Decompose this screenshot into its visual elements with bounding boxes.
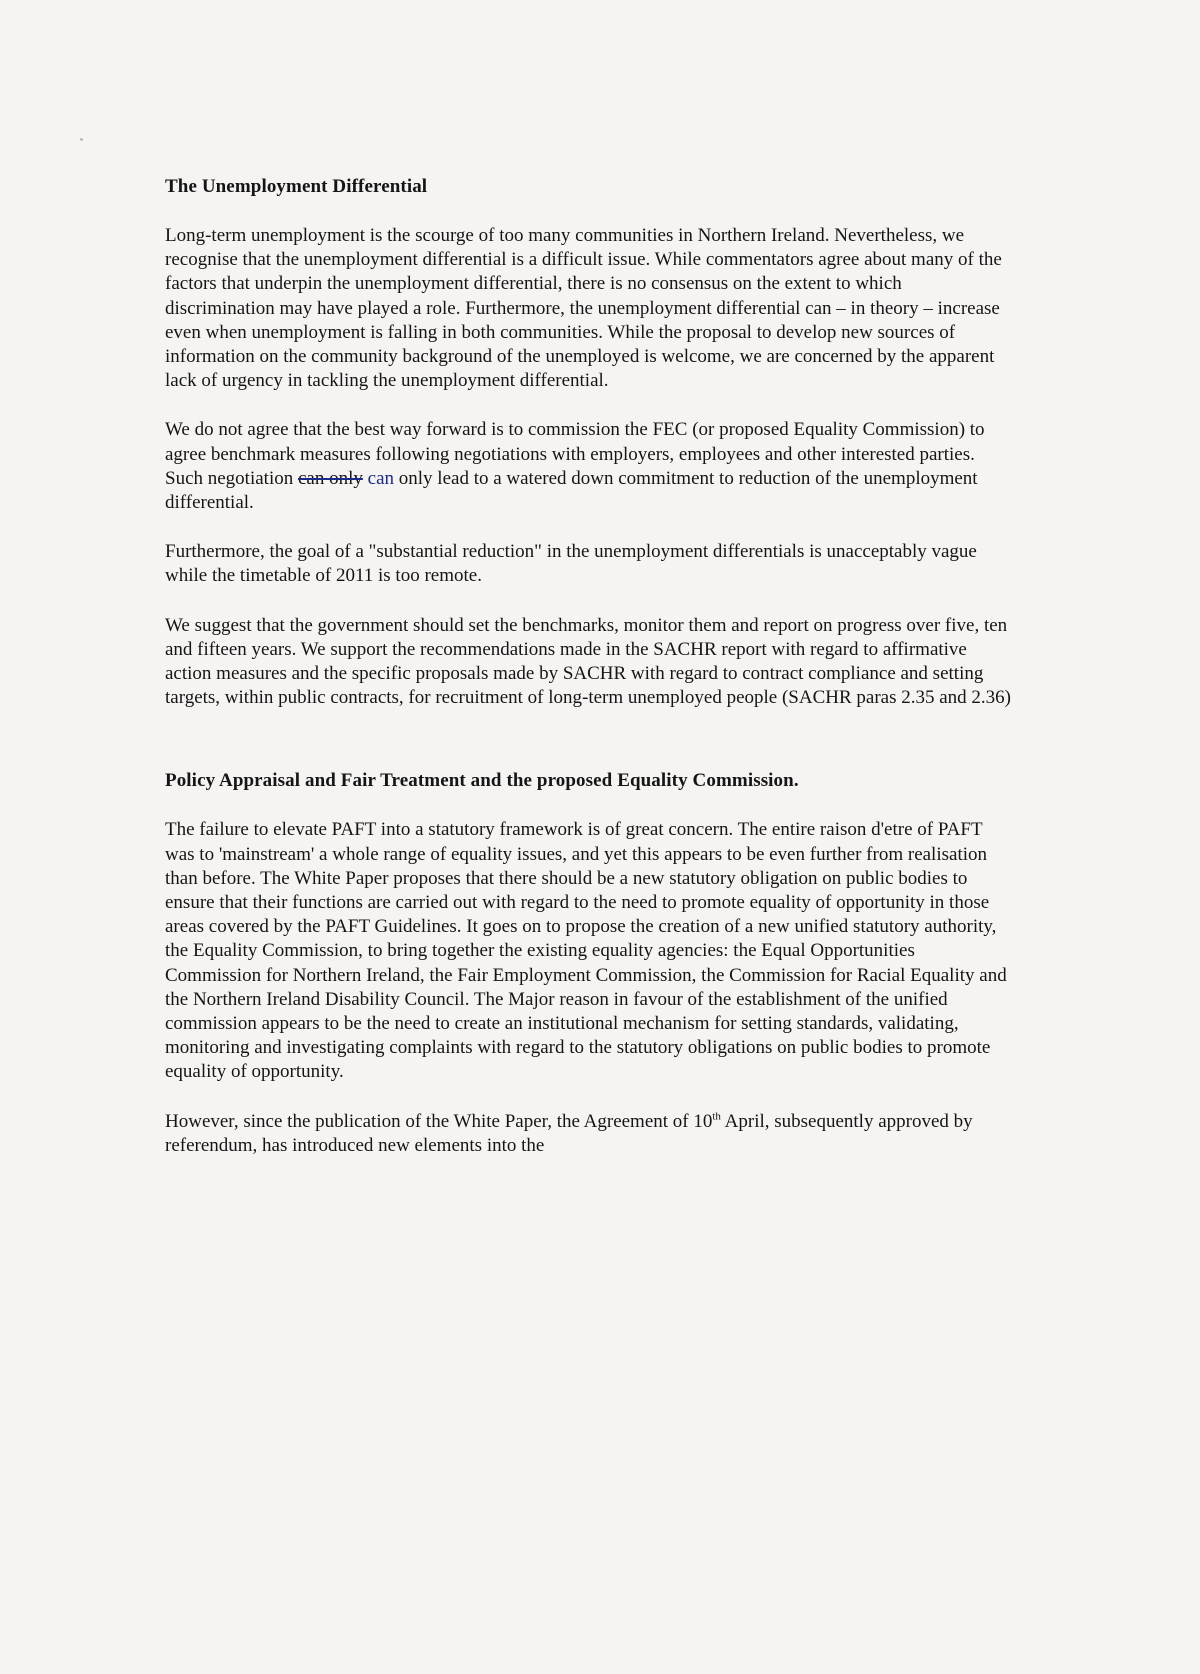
paragraph-text: We do not agree that the best way forward is to commission the FEC (or proposed Equality Commission) to agree benchmark measures following negotiations with employers, employees and other interested parties. Such negotiation (165, 419, 985, 489)
section-heading-unemployment: The Unemployment Differential (165, 176, 428, 197)
inserted-correction: can (362, 467, 395, 489)
paragraph: We suggest that the government should set the benchmarks, monitor them and report on progress over five, ten and fifteen years. We support the recommendations made in the SACHR report with regard to affirmative action measures and the specific proposals made by SACHR with regard to contract compliance and setting targets, within public contracts, for recruitment of long-term unemployed people (SACHR paras 2.35 and 2.36) (165, 614, 1012, 709)
paragraph-text: April, subsequently approved by referendum, has introduced new elements into the (165, 1110, 973, 1156)
scan-speck (80, 138, 83, 141)
struck-out-text: can only (297, 467, 363, 489)
paragraph-text: only lead to a watered down commitment to reduction of the unemployment differential. (165, 467, 978, 514)
paragraph-text: However, since the publication of the White Paper, the Agreement of 10 (165, 1110, 713, 1132)
paragraph (165, 1110, 1015, 1158)
paragraph-with-correction (165, 418, 1015, 515)
paragraph: The failure to elevate PAFT into a statutory framework is of great concern. The entire raison d'etre of PAFT was to 'mainstream' a whole range of equality issues, and yet this appears to be even further from realisation than before. The White Paper proposes that there should be a new statutory obligation on public bodies to ensure that their functions are carried out with regard to the need to promote equality of opportunity in those areas covered by the PAFT Guidelines. It goes on to propose the creation of a new unified statutory authority, the Equality Commission, to bring together the existing equality agencies: the Equal Opportunities Commission for Northern Ireland, the Fair Employment Commission, the Commission for Racial Equality and the Northern Ireland Disability Council. The Major reason in favour of the establishment of the unified commission appears to be the need to create an institutional mechanism for setting standards, validating, monitoring and investigating complaints with regard to the statutory obligations on public bodies to promote equality of opportunity. (165, 819, 1007, 1083)
paragraph: Long-term unemployment is the scourge of too many communities in Northern Ireland. Nevertheless, we recognise that the unemployment differential is a difficult issue. While commentators agree about many of the factors that underpin the unemployment differential, there is no consensus on the extent to which discrimination may have played a role. Furthermore, the unemployment differential can – in theory – increase even when unemployment is falling in both communities. While the proposal to develop new sources of information on the community background of the unemployed is welcome, we are concerned by the apparent lack of urgency in tackling the unemployment differential. (165, 225, 1002, 392)
document-body (165, 176, 1015, 1183)
section-heading-paft: Policy Appraisal and Fair Treatment and the proposed Equality Commission. (165, 770, 799, 792)
paragraph: Furthermore, the goal of a "substantial reduction" in the unemployment differentials is unacceptably vague while the timetable of 2011 is too remote. (165, 541, 977, 587)
superscript: th (712, 1110, 721, 1123)
